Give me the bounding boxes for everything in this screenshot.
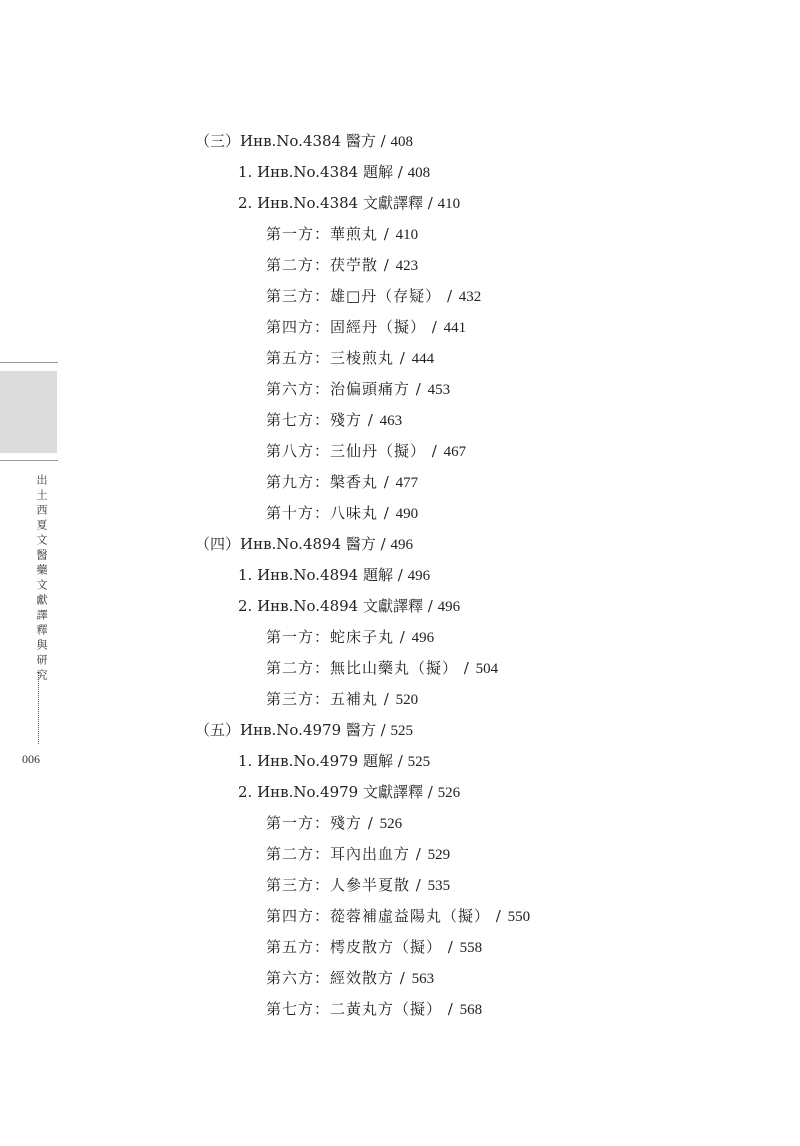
toc-entry-page: 563 xyxy=(411,971,435,987)
toc-entry-page: 558 xyxy=(459,940,483,956)
toc-entry[interactable]: 第九方：槃香丸 / 477 xyxy=(266,473,419,491)
toc-entry[interactable]: 第六方：治偏頭痛方 / 453 xyxy=(266,380,451,398)
toc-entry[interactable]: 第二方：無比山藥丸（擬） / 504 xyxy=(266,659,499,677)
toc-entry-title: 第九方：槃香丸 xyxy=(266,473,379,491)
toc-entry-page: 408 xyxy=(407,165,431,181)
toc-entry-title: 第八方：三仙丹（擬） xyxy=(266,442,427,460)
toc-entry-page: 490 xyxy=(395,506,419,522)
toc-entry-page: 441 xyxy=(443,320,467,336)
toc-entry[interactable]: 第十方：八味丸 / 490 xyxy=(266,504,419,522)
toc-entry-title: 2. Инв.No.4894 文獻譯釋 xyxy=(238,597,423,615)
toc-entry-page: 467 xyxy=(443,444,467,460)
toc-entry-page: 496 xyxy=(437,599,461,615)
toc-entry[interactable]: （三）Инв.No.4384 醫方 / 408 xyxy=(195,132,413,150)
toc-entry-page: 504 xyxy=(475,661,499,677)
toc-entry[interactable]: 第三方：人參半夏散 / 535 xyxy=(266,876,451,894)
toc-entry[interactable]: 2. Инв.No.4384 文獻譯釋 / 410 xyxy=(238,194,461,212)
toc-entry-title: 1. Инв.No.4979 題解 xyxy=(238,752,393,770)
toc-entry[interactable]: 2. Инв.No.4979 文獻譯釋 / 526 xyxy=(238,783,461,801)
toc-entry-title: 2. Инв.No.4979 文獻譯釋 xyxy=(238,783,423,801)
toc-entry-page: 496 xyxy=(390,537,413,553)
toc-entry[interactable]: 第三方：雄□丹（存疑） / 432 xyxy=(266,287,482,305)
toc-entry[interactable]: 2. Инв.No.4894 文獻譯釋 / 496 xyxy=(238,597,461,615)
toc-entry-page: 463 xyxy=(379,413,403,429)
toc-entry[interactable]: 第五方：三棱煎丸 / 444 xyxy=(266,349,435,367)
toc-entry-page: 496 xyxy=(411,630,435,646)
toc-entry[interactable]: 第四方：固經丹（擬） / 441 xyxy=(266,318,467,336)
toc-entry[interactable]: 第一方：蛇床子丸 / 496 xyxy=(266,628,435,646)
toc-entry-title: 第七方：殘方 xyxy=(266,411,363,429)
toc-entry-title: 第三方：五補丸 xyxy=(266,690,379,708)
toc-entry-title: 2. Инв.No.4384 文獻譯釋 xyxy=(238,194,423,212)
toc-entry-page: 408 xyxy=(390,134,413,150)
toc-entry-title: 1. Инв.No.4384 題解 xyxy=(238,163,393,181)
toc-entry-title: （四）Инв.No.4894 醫方 xyxy=(195,535,376,553)
toc-entry-page: 525 xyxy=(390,723,413,739)
toc-entry-title: 第二方：耳內出血方 xyxy=(266,845,411,863)
toc-entry[interactable]: （五）Инв.No.4979 醫方 / 525 xyxy=(195,721,413,739)
toc-entry-page: 529 xyxy=(427,847,451,863)
toc-entry-title: 第一方：蛇床子丸 xyxy=(266,628,395,646)
toc-entry-title: 第一方：殘方 xyxy=(266,814,363,832)
toc-entry-page: 477 xyxy=(395,475,419,491)
toc-entry[interactable]: 第七方：殘方 / 463 xyxy=(266,411,403,429)
toc-entry-page: 535 xyxy=(427,878,451,894)
toc-entry[interactable]: 第一方：殘方 / 526 xyxy=(266,814,403,832)
toc-entry[interactable]: 1. Инв.No.4979 題解 / 525 xyxy=(238,752,431,770)
toc-entry-page: 568 xyxy=(459,1002,483,1018)
toc-entry-title: 第五方：三棱煎丸 xyxy=(266,349,395,367)
toc-entry[interactable]: 第五方：樗皮散方（擬） / 558 xyxy=(266,938,483,956)
toc-entry-page: 423 xyxy=(395,258,419,274)
toc-entry[interactable]: 第三方：五補丸 / 520 xyxy=(266,690,419,708)
toc-entry[interactable]: 第六方：經效散方 / 563 xyxy=(266,969,435,987)
toc-entry-page: 496 xyxy=(407,568,431,584)
toc-entry-title: 第三方：人參半夏散 xyxy=(266,876,411,894)
toc-entry-page: 526 xyxy=(437,785,461,801)
toc-entry[interactable]: 1. Инв.No.4384 題解 / 408 xyxy=(238,163,431,181)
toc-entry-page: 453 xyxy=(427,382,451,398)
toc-entry-page: 525 xyxy=(407,754,431,770)
toc-entry-title: 第一方：華煎丸 xyxy=(266,225,379,243)
toc-entry-title: 第六方：經效散方 xyxy=(266,969,395,987)
toc-entry[interactable]: 第二方：耳內出血方 / 529 xyxy=(266,845,451,863)
table-of-contents xyxy=(0,127,800,1026)
toc-entry[interactable]: 第七方：二黃丸方（擬） / 568 xyxy=(266,1000,483,1018)
toc-entry-title: 第二方：茯苧散 xyxy=(266,256,379,274)
toc-entry-title: 第十方：八味丸 xyxy=(266,504,379,522)
toc-entry-title: 1. Инв.No.4894 題解 xyxy=(238,566,393,584)
toc-entry-title: 第四方：固經丹（擬） xyxy=(266,318,427,336)
toc-entry[interactable]: 第八方：三仙丹（擬） / 467 xyxy=(266,442,467,460)
toc-entry-title: 第四方：蓯蓉補虛益陽丸（擬） xyxy=(266,907,491,925)
toc-entry-page: 550 xyxy=(507,909,531,925)
running-book-title: 出土西夏文醫藥文獻譯釋與研究 xyxy=(35,474,48,684)
toc-entry-title: 第六方：治偏頭痛方 xyxy=(266,380,411,398)
toc-entry-page: 410 xyxy=(437,196,461,212)
toc-entry-page: 526 xyxy=(379,816,403,832)
toc-entry[interactable]: 1. Инв.No.4894 題解 / 496 xyxy=(238,566,431,584)
toc-entry-page: 444 xyxy=(411,351,435,367)
toc-entry[interactable]: 第一方：華煎丸 / 410 xyxy=(266,225,419,243)
toc-entry[interactable]: 第二方：茯苧散 / 423 xyxy=(266,256,419,274)
toc-entry-title: 第二方：無比山藥丸（擬） xyxy=(266,659,459,677)
toc-entry[interactable]: 第四方：蓯蓉補虛益陽丸（擬） / 550 xyxy=(266,907,531,925)
toc-entry-title: （三）Инв.No.4384 醫方 xyxy=(195,132,376,150)
toc-entry-title: 第五方：樗皮散方（擬） xyxy=(266,938,443,956)
toc-entry-page: 432 xyxy=(458,289,482,305)
toc-entry[interactable]: （四）Инв.No.4894 醫方 / 496 xyxy=(195,535,413,553)
toc-entry-title: 第七方：二黃丸方（擬） xyxy=(266,1000,443,1018)
toc-entry-title: 第三方：雄□丹（存疑） xyxy=(266,287,442,305)
toc-entry-title: （五）Инв.No.4979 醫方 xyxy=(195,721,376,739)
toc-entry-page: 520 xyxy=(395,692,419,708)
toc-entry-page: 410 xyxy=(395,227,419,243)
page-number: 006 xyxy=(22,752,40,766)
